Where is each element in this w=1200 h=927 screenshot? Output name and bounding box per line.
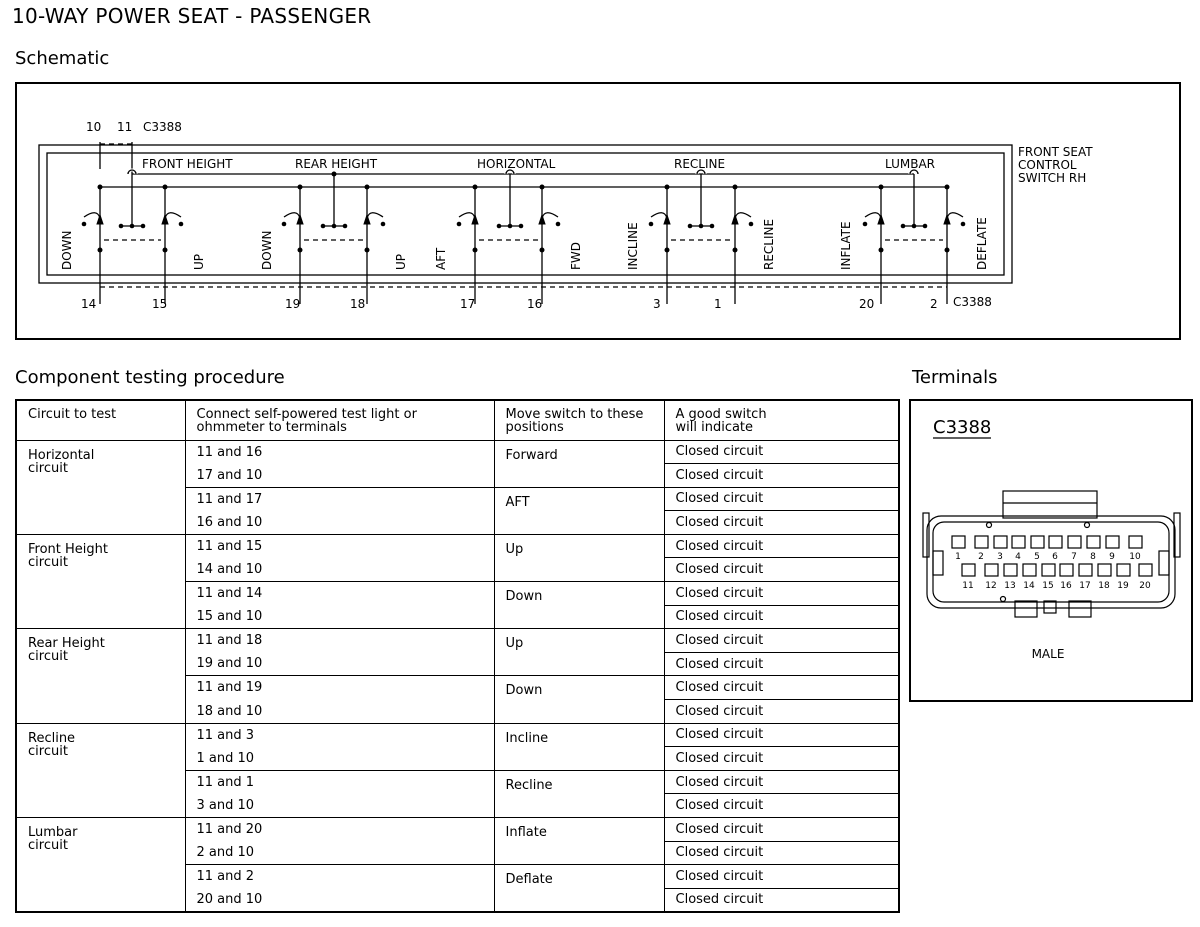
switch-blade <box>84 213 100 218</box>
contact-dot <box>901 224 906 229</box>
circuit-name-line: Front Height <box>28 541 108 557</box>
pin-cavity <box>985 564 998 576</box>
switch-position-cell: Recline <box>494 770 664 817</box>
terminals-cell: 11 and 18 <box>185 629 494 653</box>
expected-result-cell: Closed circuit <box>664 582 899 606</box>
pin-number: 14 <box>81 297 97 311</box>
expected-result-cell: Closed circuit <box>664 747 899 771</box>
circuit-name-cell <box>16 534 185 628</box>
terminals-cell: 16 and 10 <box>185 511 494 535</box>
switch-position-cell: Up <box>494 534 664 581</box>
actuator-arrow <box>732 215 738 224</box>
housing-side-rib-left <box>923 513 929 557</box>
bottom-tab <box>1015 601 1037 617</box>
contact-dot <box>699 224 704 229</box>
expected-result-cell: Closed circuit <box>664 511 899 535</box>
terminal-junction <box>945 248 950 253</box>
switch-name-line: CONTROL <box>1018 158 1077 172</box>
switch-blade <box>165 213 181 218</box>
terminals-cell: 3 and 10 <box>185 794 494 818</box>
table-row <box>16 723 899 747</box>
contact-dot <box>508 224 513 229</box>
switch-position-cell: AFT <box>494 487 664 534</box>
blade-contact-dot <box>82 222 87 227</box>
terminals-heading: Terminals <box>912 367 998 388</box>
expected-result-cell: Closed circuit <box>664 770 899 794</box>
position-label-recline: RECLINE <box>762 218 776 270</box>
expected-result-cell: Closed circuit <box>664 464 899 488</box>
actuator-arrow <box>472 215 478 224</box>
group-name-recline: RECLINE <box>674 157 726 171</box>
pin-label: 8 <box>1090 552 1096 562</box>
terminals-cell: 2 and 10 <box>185 841 494 865</box>
pin-label: 3 <box>997 552 1003 562</box>
pin-cavity <box>1049 536 1062 548</box>
column-header <box>185 400 494 440</box>
position-label-up: UP <box>394 253 408 270</box>
pin-number: 15 <box>152 297 168 311</box>
position-label-aft: AFT <box>434 247 448 270</box>
position-label-fwd: FWD <box>569 241 583 270</box>
contact-dot <box>923 224 928 229</box>
switch-blade <box>459 213 475 218</box>
pin-label: 5 <box>1034 552 1040 562</box>
pin-number: 1 <box>714 297 722 311</box>
pin-label: 11 <box>962 581 974 591</box>
pin-label: 9 <box>1109 552 1115 562</box>
pin-cavity <box>975 536 988 548</box>
position-label-incline: INCLINE <box>626 222 640 270</box>
contact-dot <box>710 224 715 229</box>
pin-label: 7 <box>1071 552 1077 562</box>
expected-result-cell: Closed circuit <box>664 487 899 511</box>
pin-number: 3 <box>653 297 661 311</box>
pin-label: 6 <box>1052 552 1058 562</box>
housing-notch <box>1085 523 1090 528</box>
expected-result-cell: Closed circuit <box>664 723 899 747</box>
contact-dot <box>119 224 124 229</box>
contact-dot <box>130 224 135 229</box>
terminals-cell: 14 and 10 <box>185 558 494 582</box>
expected-result-cell: Closed circuit <box>664 888 899 912</box>
switch-blade <box>735 213 751 218</box>
contact-dot <box>141 224 146 229</box>
column-header-line: Connect self-powered test light or <box>196 407 417 422</box>
position-label-up: UP <box>192 253 206 270</box>
blade-contact-dot <box>961 222 966 227</box>
pin-cavity <box>1098 564 1111 576</box>
side-key-left <box>933 551 943 575</box>
terminal-junction <box>879 248 884 253</box>
pin-11-label: 11 <box>117 120 133 134</box>
position-label-down: DOWN <box>260 230 274 270</box>
actuator-arrow <box>878 215 884 224</box>
switch-position-cell: Down <box>494 676 664 723</box>
pin-number: 19 <box>285 297 301 311</box>
switch-position-cell: Forward <box>494 440 664 487</box>
position-label-deflate: DEFLATE <box>975 217 989 270</box>
terminals-cell: 15 and 10 <box>185 605 494 629</box>
blade-contact-dot <box>863 222 868 227</box>
pin-cavity <box>1012 536 1025 548</box>
circuit-name-line: circuit <box>28 460 68 476</box>
table-row <box>16 534 899 558</box>
actuator-arrow <box>297 215 303 224</box>
pin-number: 2 <box>930 297 938 311</box>
pin-label: 10 <box>1129 552 1141 562</box>
group-name-lumbar: LUMBAR <box>885 157 936 171</box>
circuit-name-line: circuit <box>28 554 68 570</box>
pin-number: 16 <box>527 297 543 311</box>
page-title: 10-WAY POWER SEAT - PASSENGER <box>12 4 372 28</box>
circuit-name-line: Horizontal <box>28 447 95 463</box>
column-header-line: A good switch <box>675 407 767 422</box>
connector-housing-outer <box>927 516 1175 608</box>
table-row <box>16 629 899 653</box>
terminals-cell: 1 and 10 <box>185 747 494 771</box>
terminals-cell: 20 and 10 <box>185 888 494 912</box>
expected-result-cell: Closed circuit <box>664 558 899 582</box>
column-header <box>16 400 185 440</box>
top-connector-label: C3388 <box>143 120 182 134</box>
terminal-junction <box>540 248 545 253</box>
connector-id-label: C3388 <box>933 417 992 438</box>
housing-notch <box>1001 597 1006 602</box>
locking-latch <box>1003 491 1097 518</box>
terminals-cell: 11 and 17 <box>185 487 494 511</box>
blade-contact-dot <box>179 222 184 227</box>
side-key-right <box>1159 551 1169 575</box>
pin-label: 17 <box>1079 581 1091 591</box>
expected-result-cell: Closed circuit <box>664 818 899 842</box>
actuator-arrow <box>97 215 103 224</box>
terminals-cell: 18 and 10 <box>185 700 494 724</box>
expected-result-cell: Closed circuit <box>664 700 899 724</box>
table-row <box>16 818 899 842</box>
circuit-name-line: circuit <box>28 743 68 759</box>
switch-blade <box>367 213 383 218</box>
blade-contact-dot <box>457 222 462 227</box>
switch-position-cell: Inflate <box>494 818 664 865</box>
actuator-arrow <box>539 215 545 224</box>
terminals-panel <box>909 399 1193 702</box>
terminals-cell: 11 and 3 <box>185 723 494 747</box>
contact-dot <box>519 224 524 229</box>
pin-cavity <box>1023 564 1036 576</box>
switch-inner-outline <box>47 153 1004 275</box>
column-header-line: Move switch to these <box>505 407 644 422</box>
terminals-cell: 11 and 19 <box>185 676 494 700</box>
contact-dot <box>321 224 326 229</box>
pin-number: 20 <box>859 297 875 311</box>
terminal-junction <box>98 248 103 253</box>
bottom-connector-label: C3388 <box>953 295 992 309</box>
column-header-line: Circuit to test <box>28 407 117 422</box>
terminals-cell: 19 and 10 <box>185 652 494 676</box>
pin-label: 20 <box>1139 581 1151 591</box>
pin-cavity <box>1004 564 1017 576</box>
pin-number: 17 <box>460 297 476 311</box>
switch-position-cell: Deflate <box>494 865 664 912</box>
terminal-junction <box>163 248 168 253</box>
pin-cavity <box>1060 564 1073 576</box>
expected-result-cell: Closed circuit <box>664 841 899 865</box>
pin-cavity <box>1042 564 1055 576</box>
testing-procedure-table <box>15 399 900 913</box>
pin-label: 16 <box>1060 581 1072 591</box>
terminal-junction <box>473 248 478 253</box>
switch-position-cell: Down <box>494 582 664 629</box>
switch-blade <box>542 213 558 218</box>
circuit-name-line: Recline <box>28 730 76 746</box>
expected-result-cell: Closed circuit <box>664 794 899 818</box>
schematic-heading: Schematic <box>15 48 110 69</box>
pin-cavity <box>1068 536 1081 548</box>
contact-dot <box>912 224 917 229</box>
connector-face-drawing <box>911 401 1195 704</box>
pin-label: 2 <box>978 552 984 562</box>
circuit-name-cell <box>16 818 185 912</box>
terminals-cell: 11 and 1 <box>185 770 494 794</box>
pin-number: 18 <box>350 297 366 311</box>
column-header-line: positions <box>505 420 564 435</box>
terminals-cell: 11 and 14 <box>185 582 494 606</box>
contact-dot <box>497 224 502 229</box>
expected-result-cell: Closed circuit <box>664 629 899 653</box>
circuit-name-line: Rear Height <box>28 636 105 652</box>
terminals-cell: 11 and 2 <box>185 865 494 889</box>
housing-notch <box>987 523 992 528</box>
pin-cavity <box>1079 564 1092 576</box>
table-row <box>16 440 899 464</box>
column-header <box>494 400 664 440</box>
pin-label: 1 <box>955 552 961 562</box>
pin-label: 4 <box>1015 552 1021 562</box>
column-header-line: ohmmeter to terminals <box>196 420 347 435</box>
schematic-drawing <box>17 84 1183 342</box>
pin-cavity <box>962 564 975 576</box>
column-header-line: will indicate <box>675 420 754 435</box>
circuit-name-line: circuit <box>28 649 68 665</box>
position-label-inflate: INFLATE <box>839 221 853 270</box>
switch-blade <box>865 213 881 218</box>
blade-contact-dot <box>381 222 386 227</box>
pin-10-label: 10 <box>86 120 102 134</box>
bottom-tab <box>1044 601 1056 613</box>
circuit-name-cell <box>16 629 185 723</box>
blade-contact-dot <box>649 222 654 227</box>
switch-blade <box>651 213 667 218</box>
pin-label: 18 <box>1098 581 1110 591</box>
group-name-front-height: FRONT HEIGHT <box>142 157 233 171</box>
blade-contact-dot <box>749 222 754 227</box>
actuator-arrow <box>664 215 670 224</box>
position-label-down: DOWN <box>60 230 74 270</box>
pin-label: 15 <box>1042 581 1054 591</box>
terminals-cell: 11 and 16 <box>185 440 494 464</box>
bottom-tab <box>1069 601 1091 617</box>
switch-blade <box>284 213 300 218</box>
expected-result-cell: Closed circuit <box>664 652 899 676</box>
pin-cavity <box>952 536 965 548</box>
switch-position-cell: Incline <box>494 723 664 770</box>
procedure-heading: Component testing procedure <box>15 367 285 388</box>
contact-dot <box>332 224 337 229</box>
expected-result-cell: Closed circuit <box>664 534 899 558</box>
terminal-junction <box>665 248 670 253</box>
expected-result-cell: Closed circuit <box>664 865 899 889</box>
pin-cavity <box>1129 536 1142 548</box>
terminal-junction <box>298 248 303 253</box>
actuator-arrow <box>944 215 950 224</box>
switch-blade <box>947 213 963 218</box>
blade-contact-dot <box>282 222 287 227</box>
circuit-name-cell <box>16 723 185 817</box>
pin-cavity <box>1031 536 1044 548</box>
connector-gender-label: MALE <box>1031 647 1065 661</box>
group-name-rear-height: REAR HEIGHT <box>295 157 378 171</box>
circuit-name-line: Lumbar <box>28 825 78 840</box>
actuator-arrow <box>364 215 370 224</box>
pin-cavity <box>1087 536 1100 548</box>
pin-label: 13 <box>1004 581 1016 591</box>
circuit-name-line: circuit <box>28 838 68 853</box>
pin-label: 14 <box>1023 581 1035 591</box>
blade-contact-dot <box>556 222 561 227</box>
pin-cavity <box>994 536 1007 548</box>
contact-dot <box>343 224 348 229</box>
pin-cavity <box>1139 564 1152 576</box>
expected-result-cell: Closed circuit <box>664 605 899 629</box>
expected-result-cell: Closed circuit <box>664 440 899 464</box>
pin-cavity <box>1117 564 1130 576</box>
schematic-diagram <box>15 82 1181 340</box>
pin-label: 19 <box>1117 581 1129 591</box>
switch-position-cell: Up <box>494 629 664 676</box>
pin-cavity <box>1106 536 1119 548</box>
column-header <box>664 400 899 440</box>
terminal-junction <box>733 248 738 253</box>
group-name-horizontal: HORIZONTAL <box>477 157 556 171</box>
terminal-junction <box>365 248 370 253</box>
contact-dot <box>688 224 693 229</box>
switch-name-line: SWITCH RH <box>1018 171 1087 185</box>
circuit-name-cell <box>16 440 185 534</box>
actuator-arrow <box>162 215 168 224</box>
expected-result-cell: Closed circuit <box>664 676 899 700</box>
terminals-cell: 11 and 15 <box>185 534 494 558</box>
pin-label: 12 <box>985 581 997 591</box>
terminals-cell: 11 and 20 <box>185 818 494 842</box>
switch-name-line: FRONT SEAT <box>1018 145 1093 159</box>
terminals-cell: 17 and 10 <box>185 464 494 488</box>
